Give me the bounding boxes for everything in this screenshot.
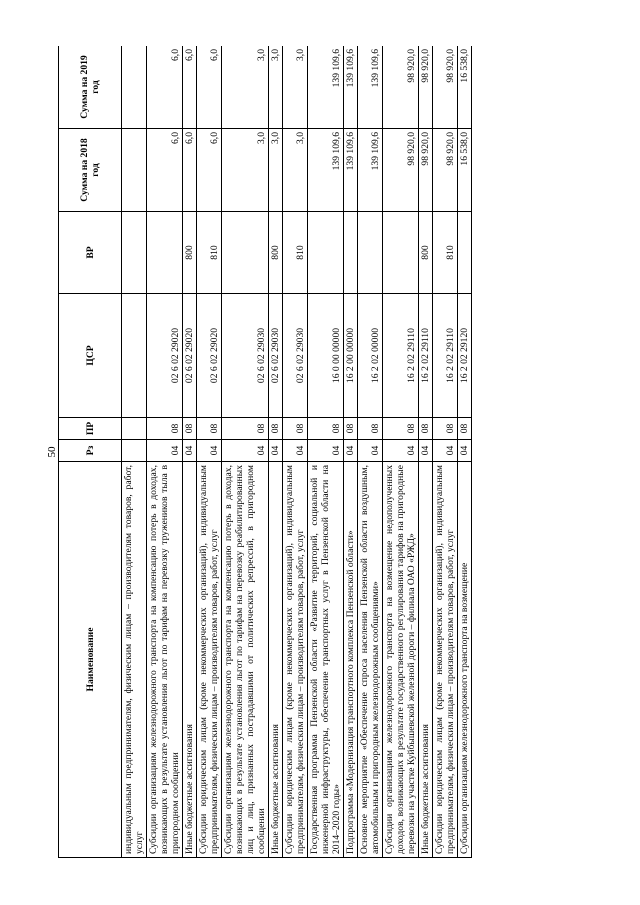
- cell-rz: 04: [222, 440, 269, 462]
- cell-name: Подпрограмма «Модернизация транспортного комплекса Пензенской области»: [344, 462, 358, 858]
- cell-sum-2018: 98 920,0: [383, 129, 419, 212]
- table-header-row: [59, 46, 122, 858]
- table-row: [383, 46, 419, 858]
- table-body: [122, 46, 472, 858]
- cell-name: Субсидии организациям железнодорожного транспорта на компенсацию потерь в доходах, возникающих в результате установления льгот по тарифам на перевозку тружеников тыла в пригородном сообщении: [147, 462, 183, 858]
- cell-name: Иные бюджетные ассигнования: [269, 462, 283, 858]
- rotated-table-container: [58, 46, 593, 858]
- cell-pr: 08: [283, 418, 308, 440]
- cell-pr: 08: [433, 418, 458, 440]
- cell-sum-2019: 139 109,6: [358, 46, 383, 129]
- header-csr: ЦСР: [59, 294, 122, 418]
- cell-sum-2018: 139 109,6: [308, 129, 344, 212]
- cell-name: Субсидии организациям железнодорожного транспорта на компенсацию потерь в доходах, возникающих в результате установления льгот по тарифам на перевозку реабилитированных лиц и лиц, признанных пострадавшими от политических репрессий, в пригородном сообщении: [222, 462, 269, 858]
- cell-sum-2019: 3,0: [269, 46, 283, 129]
- cell-sum-2019: 6,0: [147, 46, 183, 129]
- cell-pr: 08: [458, 418, 472, 440]
- header-sum-2019: Сумма на 2019 год: [59, 46, 122, 129]
- cell-rz: 04: [183, 440, 197, 462]
- cell-sum-2018: 6,0: [147, 129, 183, 212]
- table-row: [433, 46, 458, 858]
- cell-rz: [122, 440, 147, 462]
- cell-rz: 04: [433, 440, 458, 462]
- cell-csr: 16 2 02 00000: [358, 294, 383, 418]
- cell-sum-2019: 98 920,0: [383, 46, 419, 129]
- cell-csr: 02 6 02 29030: [283, 294, 308, 418]
- cell-pr: 08: [222, 418, 269, 440]
- cell-rz: 04: [458, 440, 472, 462]
- table-row: [419, 46, 433, 858]
- header-sum-2018: Сумма на 2018 год: [59, 129, 122, 212]
- cell-vr: [458, 212, 472, 294]
- cell-pr: 08: [197, 418, 222, 440]
- cell-pr: 08: [383, 418, 419, 440]
- cell-sum-2018: 3,0: [283, 129, 308, 212]
- cell-vr: [122, 212, 147, 294]
- cell-vr: [308, 212, 344, 294]
- budget-table: [58, 46, 472, 858]
- page-number: 50: [46, 446, 58, 458]
- table-row: [308, 46, 344, 858]
- table-row: [222, 46, 269, 858]
- table-row: [344, 46, 358, 858]
- cell-name: Субсидии организациям железнодорожного транспорта на возмещение: [458, 462, 472, 858]
- cell-sum-2019: 6,0: [183, 46, 197, 129]
- cell-sum-2018: [122, 129, 147, 212]
- cell-csr: 16 2 02 29110: [419, 294, 433, 418]
- cell-sum-2019: 139 109,6: [308, 46, 344, 129]
- table-row: [458, 46, 472, 858]
- cell-vr: [383, 212, 419, 294]
- cell-csr: 16 2 02 29110: [383, 294, 419, 418]
- cell-name: Субсидии юридическим лицам (кроме некоммерческих организаций), индивидуальным предпринимателям, физическим лицам – производителям товаров, работ, услуг: [197, 462, 222, 858]
- cell-csr: 02 6 02 29020: [197, 294, 222, 418]
- cell-name: Субсидии юридическим лицам (кроме некоммерческих организаций), индивидуальным предпринимателям, физическим лицам – производителям товаров, работ, услуг: [283, 462, 308, 858]
- header-rz: Рз: [59, 440, 122, 462]
- cell-csr: [122, 294, 147, 418]
- cell-sum-2018: 3,0: [269, 129, 283, 212]
- table-row: [358, 46, 383, 858]
- cell-vr: [147, 212, 183, 294]
- cell-name: Субсидии юридическим лицам (кроме некоммерческих организаций), индивидуальным предпринимателям, физическим лицам – производителям товаров, работ, услуг: [433, 462, 458, 858]
- cell-csr: 02 6 02 29030: [222, 294, 269, 418]
- cell-rz: 04: [358, 440, 383, 462]
- cell-pr: 08: [358, 418, 383, 440]
- cell-pr: 08: [269, 418, 283, 440]
- cell-vr: 800: [419, 212, 433, 294]
- cell-sum-2019: 139 109,6: [344, 46, 358, 129]
- cell-rz: 04: [344, 440, 358, 462]
- cell-name: Субсидии организациям железнодорожного транспорта на возмещение недополученных доходов, возникающих в результате государственного регулирования тарифов на пригородные перевозки на участке Куйбышевской железной дороги – филиала ОАО «РЖД»: [383, 462, 419, 858]
- cell-sum-2018: 16 538,0: [458, 129, 472, 212]
- cell-csr: 02 6 02 29030: [269, 294, 283, 418]
- cell-csr: 02 6 02 29020: [183, 294, 197, 418]
- cell-sum-2019: 6,0: [197, 46, 222, 129]
- cell-sum-2019: 98 920,0: [419, 46, 433, 129]
- cell-sum-2019: [122, 46, 147, 129]
- cell-pr: [122, 418, 147, 440]
- cell-sum-2019: 98 920,0: [433, 46, 458, 129]
- cell-vr: 800: [269, 212, 283, 294]
- cell-vr: 810: [433, 212, 458, 294]
- table-row: [147, 46, 183, 858]
- cell-rz: 04: [308, 440, 344, 462]
- cell-sum-2018: 139 109,6: [358, 129, 383, 212]
- cell-name: индивидуальным предпринимателям, физическим лицам – производителям товаров, работ, услуг: [122, 462, 147, 858]
- budget-table-sheet: [58, 46, 593, 858]
- table-row: [122, 46, 147, 858]
- cell-name: Иные бюджетные ассигнования: [419, 462, 433, 858]
- cell-name: Государственная программа Пензенской области «Развитие территорий, социальной и инженерной инфраструктуры, обеспечение транспортных услуг в Пензенской области на 2014–2020 годы»: [308, 462, 344, 858]
- cell-pr: 08: [419, 418, 433, 440]
- cell-csr: 16 2 02 29120: [458, 294, 472, 418]
- cell-sum-2019: 3,0: [222, 46, 269, 129]
- cell-sum-2018: 3,0: [222, 129, 269, 212]
- cell-sum-2019: 16 538,0: [458, 46, 472, 129]
- cell-sum-2018: 98 920,0: [433, 129, 458, 212]
- cell-name: Иные бюджетные ассигнования: [183, 462, 197, 858]
- cell-rz: 04: [269, 440, 283, 462]
- table-row: [183, 46, 197, 858]
- cell-pr: 08: [147, 418, 183, 440]
- cell-name: Основное мероприятие «Обеспечение спроса населения Пензенской области воздушным, автомобильным и пригородным железнодорожным сообщениями»: [358, 462, 383, 858]
- cell-vr: 810: [283, 212, 308, 294]
- cell-vr: [358, 212, 383, 294]
- cell-pr: 08: [344, 418, 358, 440]
- cell-rz: 04: [383, 440, 419, 462]
- cell-vr: [222, 212, 269, 294]
- cell-rz: 04: [147, 440, 183, 462]
- table-row: [197, 46, 222, 858]
- header-name: Наименование: [59, 462, 122, 858]
- cell-sum-2018: 139 109,6: [344, 129, 358, 212]
- cell-sum-2018: 98 920,0: [419, 129, 433, 212]
- table-row: [269, 46, 283, 858]
- cell-pr: 08: [308, 418, 344, 440]
- cell-csr: 16 2 00 00000: [344, 294, 358, 418]
- cell-csr: 16 0 00 00000: [308, 294, 344, 418]
- cell-sum-2018: 6,0: [183, 129, 197, 212]
- cell-rz: 04: [419, 440, 433, 462]
- cell-rz: 04: [283, 440, 308, 462]
- cell-vr: 810: [197, 212, 222, 294]
- cell-vr: [344, 212, 358, 294]
- cell-sum-2019: 3,0: [283, 46, 308, 129]
- cell-csr: 16 2 02 29110: [433, 294, 458, 418]
- cell-vr: 800: [183, 212, 197, 294]
- cell-pr: 08: [183, 418, 197, 440]
- header-pr: ПР: [59, 418, 122, 440]
- cell-csr: 02 6 02 29020: [147, 294, 183, 418]
- header-vr: ВР: [59, 212, 122, 294]
- cell-sum-2018: 6,0: [197, 129, 222, 212]
- table-row: [283, 46, 308, 858]
- cell-rz: 04: [197, 440, 222, 462]
